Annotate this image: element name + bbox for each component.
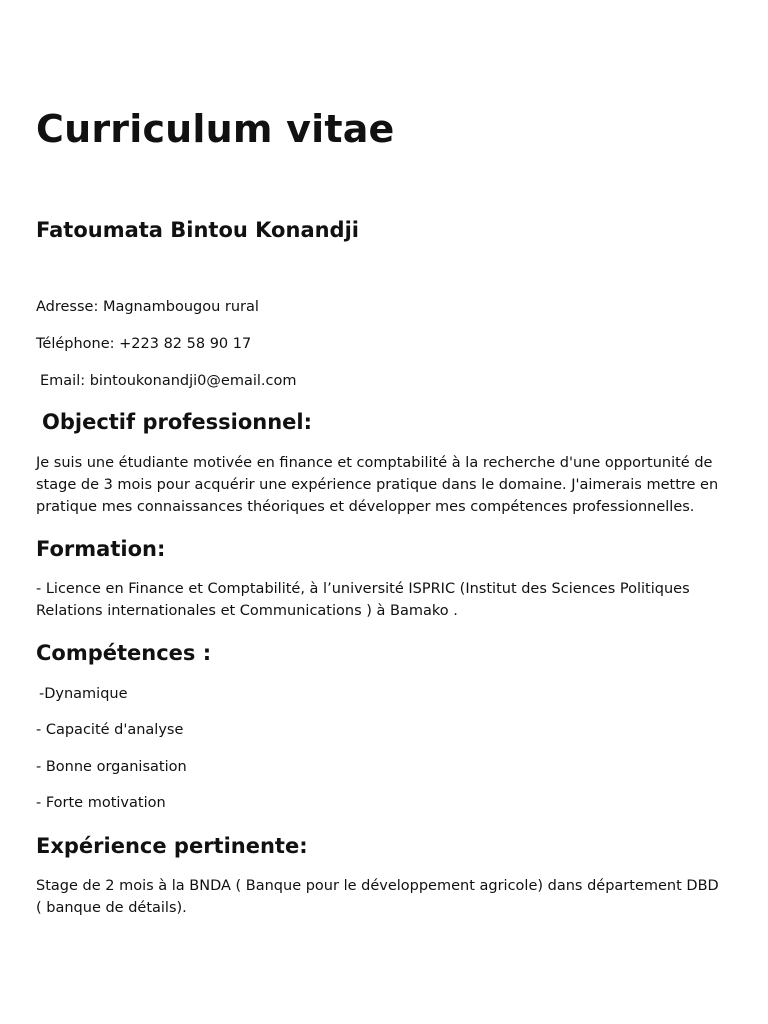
objective-heading: Objectif professionnel: xyxy=(42,410,313,434)
education-heading: Formation: xyxy=(36,537,166,561)
skill-item: - Forte motivation xyxy=(36,795,166,811)
experience-text: Stage de 2 mois à la BNDA ( Banque pour le développement agricole) dans département DBD ( banque de détails). xyxy=(36,878,719,916)
document-title: Curriculum vitae xyxy=(36,107,395,151)
skill-item: -Dynamique xyxy=(39,686,128,702)
skills-heading: Compétences : xyxy=(36,641,212,665)
objective-text: Je suis une étudiante motivée en finance et comptabilité à la recherche d'une opportunité de stage de 3 mois pour acquérir une expérience pratique dans le domaine. J'aimerais mettre en pratique mes connaissances théoriques et développer mes compétences professionnelles. xyxy=(36,455,719,515)
candidate-name: Fatoumata Bintou Konandji xyxy=(36,218,359,242)
contact-address: Adresse: Magnambougou rural xyxy=(36,299,259,315)
education-text: - Licence en Finance et Comptabilité, à l’université ISPRIC (Institut des Sciences Politiques Relations internationales et Communications ) à Bamako . xyxy=(36,581,690,619)
skill-item: - Capacité d'analyse xyxy=(36,722,184,738)
skill-item: - Bonne organisation xyxy=(36,759,187,775)
experience-heading: Expérience pertinente: xyxy=(36,834,308,858)
contact-phone: Téléphone: +223 82 58 90 17 xyxy=(36,336,252,352)
contact-email: Email: bintoukonandji0@email.com xyxy=(40,373,297,389)
